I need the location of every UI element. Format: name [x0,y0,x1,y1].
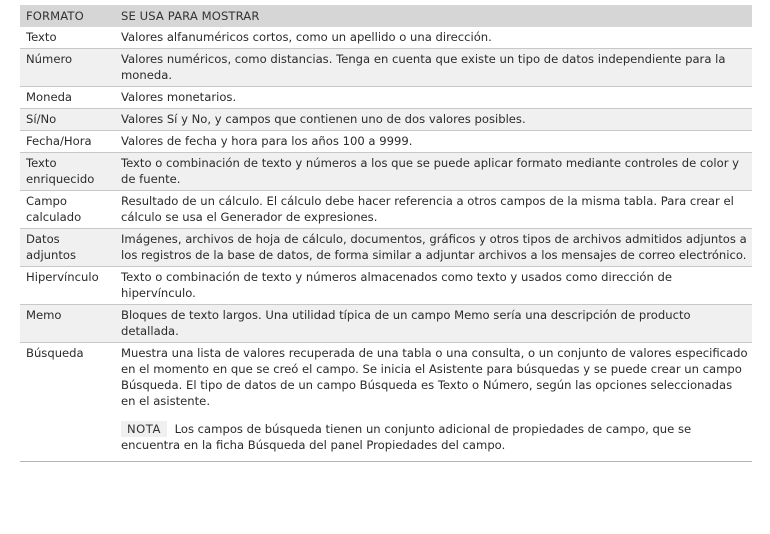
cell-formato: Número [20,49,115,87]
cell-formato: Hipervínculo [20,267,115,305]
table-row [20,267,752,305]
cell-formato: Búsqueda [20,343,115,462]
table-row [20,305,752,343]
table-row [20,153,752,191]
table-row [20,27,752,49]
table-row [20,49,752,87]
cell-formato: Campo calculado [20,191,115,229]
note-text: Los campos de búsqueda tienen un conjunto adicional de propiedades de campo, que se encuentra en la ficha Búsqueda del panel Propiedades del campo. [121,422,692,452]
table-row [20,87,752,109]
header-formato: FORMATO [20,5,115,27]
header-se-usa-para-mostrar: SE USA PARA MOSTRAR [115,5,752,27]
cell-formato: Moneda [20,87,115,109]
cell-descripcion: Valores Sí y No, y campos que contienen uno de dos valores posibles. [115,109,752,131]
table-header-row [20,5,752,27]
cell-formato: Texto [20,27,115,49]
cell-descripcion: Muestra una lista de valores recuperada de una tabla o una consulta, o un conjunto de valores especificado en el momento en que se creó el campo. Se inicia el Asistente para búsquedas y se puede crear un campo Búsqueda. El tipo de datos de un campo Búsqueda es Texto o Número, según las opciones seleccionadas en el asistente. [121,346,748,408]
cell-descripcion: Bloques de texto largos. Una utilidad típica de un campo Memo sería una descripción de producto detallada. [115,305,752,343]
cell-descripcion: Imágenes, archivos de hoja de cálculo, documentos, gráficos y otros tipos de archivos admitidos adjuntos a los registros de la base de datos, de forma similar a adjuntar archivos a los mensajes de correo electrónico. [115,229,752,267]
cell-descripcion: Texto o combinación de texto y números almacenados como texto y usados como dirección de hipervínculo. [115,267,752,305]
cell-descripcion: Valores de fecha y hora para los años 100 a 9999. [115,131,752,153]
cell-formato: Sí/No [20,109,115,131]
note-label: NOTA [121,421,167,437]
cell-descripcion: Resultado de un cálculo. El cálculo debe hacer referencia a otros campos de la misma tabla. Para crear el cálculo se usa el Generador de expresiones. [115,191,752,229]
cell-formato: Texto enriquecido [20,153,115,191]
cell-formato: Fecha/Hora [20,131,115,153]
cell-descripcion: Valores alfanuméricos cortos, como un apellido o una dirección. [115,27,752,49]
cell-descripcion: Valores numéricos, como distancias. Tenga en cuenta que existe un tipo de datos independiente para la moneda. [115,49,752,87]
cell-descripcion-busqueda [115,343,752,462]
cell-descripcion: Texto o combinación de texto y números a los que se puede aplicar formato mediante controles de color y de fuente. [115,153,752,191]
cell-formato: Memo [20,305,115,343]
cell-descripcion: Valores monetarios. [115,87,752,109]
data-types-table [20,5,752,462]
cell-formato: Datos adjuntos [20,229,115,267]
table-row [20,191,752,229]
note-block [121,421,748,453]
table-row [20,109,752,131]
table-row [20,229,752,267]
table-row [20,131,752,153]
table-row [20,343,752,462]
